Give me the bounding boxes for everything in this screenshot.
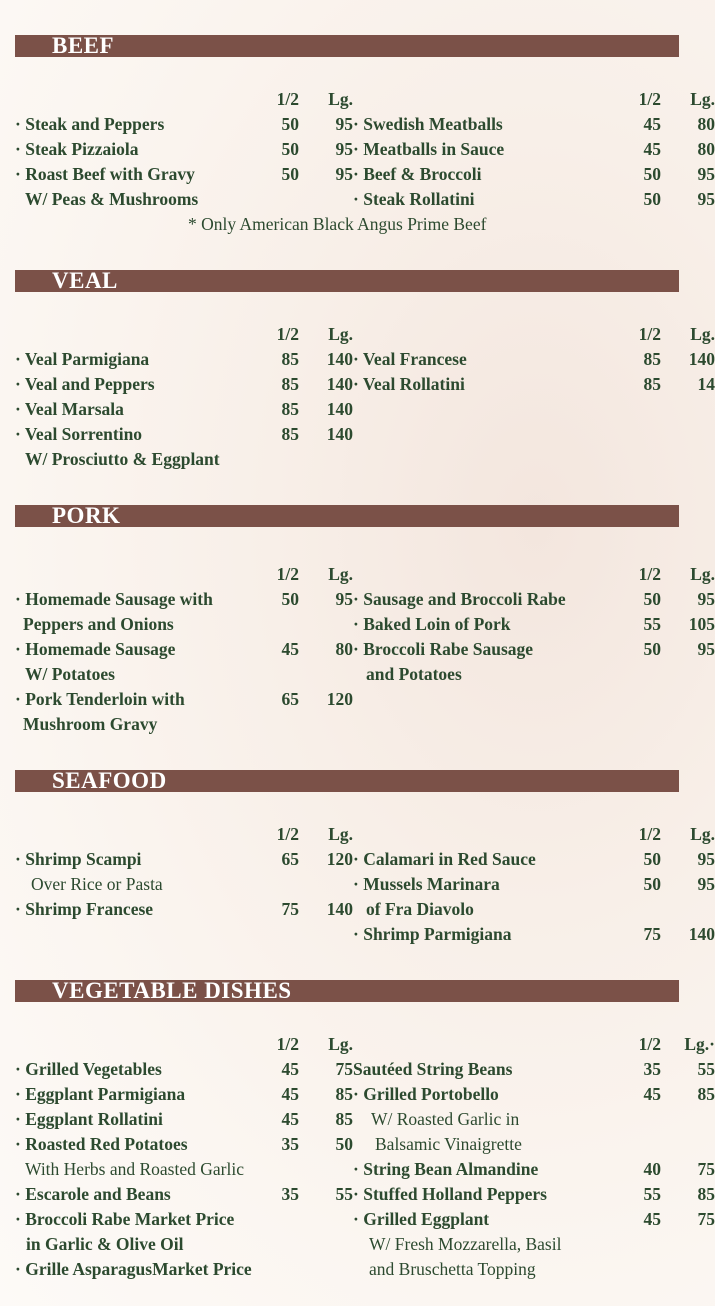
item-half-price: 45 [643, 1084, 661, 1104]
item-name: W/ Fresh Mozzarella, Basil [369, 1234, 562, 1254]
item-large-price: 95 [335, 164, 353, 184]
section-header-bar [15, 270, 679, 292]
item-name: Sautéed String Beans [353, 1059, 513, 1079]
menu-item-detail [353, 1132, 683, 1157]
menu-item [15, 1257, 345, 1282]
item-half-price: 45 [281, 1059, 299, 1079]
item-name: · Veal Marsala [15, 399, 124, 419]
item-name: · Veal Parmigiana [15, 349, 150, 369]
item-large-price: 75 [335, 1059, 353, 1079]
column-header [15, 562, 353, 587]
item-half-price: 85 [281, 399, 299, 419]
menu-item [353, 1182, 715, 1207]
menu-item [353, 1207, 715, 1232]
item-name: · Grille AsparagusMarket Price [15, 1259, 252, 1279]
menu-item [15, 897, 353, 922]
menu-item [15, 422, 353, 447]
menu-item [15, 847, 353, 872]
item-large-price: 95 [335, 139, 353, 159]
half-header: 1/2 [638, 824, 661, 844]
item-half-price: 55 [643, 614, 661, 634]
item-half-price: 50 [281, 164, 299, 184]
item-large-price: 50 [335, 1134, 353, 1154]
menu-item [15, 1132, 353, 1157]
item-large-price: 80 [697, 139, 715, 159]
item-half-price: 65 [281, 849, 299, 869]
lg-header: Lg. [328, 1034, 353, 1054]
menu-item [353, 187, 715, 212]
section-title: VEAL [52, 268, 118, 293]
lg-header: Lg. [328, 324, 353, 344]
item-half-price: 50 [281, 589, 299, 609]
item-large-price: 55 [335, 1184, 353, 1204]
item-half-price: 85 [643, 374, 661, 394]
item-large-price: 140 [326, 399, 353, 419]
menu-item-detail [353, 1257, 683, 1282]
item-large-price: 14 [697, 374, 715, 394]
item-half-price: 75 [281, 899, 299, 919]
item-name: · Veal Francese [353, 349, 467, 369]
item-name: · Veal Rollatini [353, 374, 465, 394]
item-name: · Baked Loin of Pork [353, 614, 511, 634]
item-large-price: 85 [697, 1084, 715, 1104]
item-name: · Grilled Eggplant [353, 1209, 490, 1229]
lg-header: Lg. [328, 564, 353, 584]
item-name: · Grilled Vegetables [15, 1059, 162, 1079]
item-large-price: 95 [335, 114, 353, 134]
menu-item [15, 347, 353, 372]
menu-item [15, 637, 353, 662]
menu-item [353, 112, 715, 137]
menu-item [15, 687, 353, 712]
section-header-bar [15, 505, 679, 527]
menu-item [15, 1207, 345, 1232]
item-name: and Bruschetta Topping [369, 1259, 536, 1279]
item-name: · Grilled Portobello [353, 1084, 499, 1104]
section-title: BEEF [52, 33, 115, 58]
item-half-price: 40 [643, 1159, 661, 1179]
menu-item [15, 372, 353, 397]
menu-item-detail [15, 872, 345, 897]
menu-item-detail [15, 1157, 345, 1182]
item-half-price: 85 [281, 349, 299, 369]
item-large-price: 120 [326, 849, 353, 869]
item-large-price: 95 [697, 164, 715, 184]
item-name: · Veal Sorrentino [15, 424, 143, 444]
item-large-price: 140 [688, 349, 715, 369]
column-header [353, 562, 715, 587]
item-half-price: 75 [643, 924, 661, 944]
item-large-price: 140 [326, 349, 353, 369]
item-half-price: 50 [643, 639, 661, 659]
menu-item [15, 587, 353, 612]
item-name: of Fra Diavolo [366, 899, 474, 919]
section-title: VEGETABLE DISHES [52, 978, 292, 1003]
menu-item [15, 1182, 353, 1207]
item-large-price: 95 [697, 189, 715, 209]
item-half-price: 55 [643, 1184, 661, 1204]
item-half-price: 50 [643, 849, 661, 869]
item-large-price: 105 [688, 614, 715, 634]
item-name: W/ Potatoes [25, 664, 115, 684]
column-header [353, 822, 715, 847]
item-name: · Escarole and Beans [15, 1184, 171, 1204]
item-large-price: 140 [688, 924, 715, 944]
menu-item-detail [353, 1232, 683, 1257]
section-title: SEAFOOD [52, 768, 167, 793]
half-header: 1/2 [276, 564, 299, 584]
item-large-price: 55 [697, 1059, 715, 1079]
item-name: · Broccoli Rabe Market Price [15, 1209, 235, 1229]
item-name: · Steak Rollatini [353, 189, 475, 209]
item-name: · Calamari in Red Sauce [353, 849, 536, 869]
menu-item-detail [15, 187, 345, 212]
menu-item [353, 847, 715, 872]
item-name: · Shrimp Francese [15, 899, 154, 919]
item-large-price: 140 [326, 424, 353, 444]
item-half-price: 35 [281, 1134, 299, 1154]
column-header [15, 322, 353, 347]
item-half-price: 45 [281, 1109, 299, 1129]
item-large-price: 95 [697, 874, 715, 894]
menu-item [15, 1082, 353, 1107]
menu-item-detail [353, 897, 683, 922]
half-header: 1/2 [276, 89, 299, 109]
half-header: 1/2 [638, 324, 661, 344]
item-large-price: 95 [697, 589, 715, 609]
item-name: · Homemade Sausage [15, 639, 176, 659]
item-half-price: 45 [281, 1084, 299, 1104]
item-half-price: 50 [643, 874, 661, 894]
menu-item [353, 587, 715, 612]
menu-item [353, 137, 715, 162]
menu-item-detail [15, 712, 345, 737]
item-name: Mushroom Gravy [23, 714, 158, 734]
menu-item [353, 637, 715, 662]
section-title: PORK [52, 503, 121, 528]
item-name: W/ Prosciutto & Eggplant [25, 449, 220, 469]
item-large-price: 80 [335, 639, 353, 659]
column-header [353, 1032, 715, 1057]
item-half-price: 45 [281, 639, 299, 659]
column-header [353, 322, 715, 347]
lg-header: Lg. [328, 89, 353, 109]
half-header: 1/2 [276, 824, 299, 844]
menu-item [15, 397, 353, 422]
item-name: · Eggplant Parmigiana [15, 1084, 186, 1104]
item-name: · Pork Tenderloin with [15, 689, 185, 709]
column-header [15, 1032, 353, 1057]
column-header [353, 87, 715, 112]
item-large-price: 140 [326, 899, 353, 919]
item-name: · Steak Pizzaiola [15, 139, 139, 159]
menu-item [353, 922, 715, 947]
item-half-price: 50 [643, 189, 661, 209]
item-name: · Mussels Marinara [353, 874, 500, 894]
half-header: 1/2 [276, 1034, 299, 1054]
item-name: Over Rice or Pasta [31, 874, 163, 894]
item-name: · Stuffed Holland Peppers [353, 1184, 547, 1204]
half-header: 1/2 [638, 89, 661, 109]
menu-item-detail [353, 1107, 683, 1132]
item-half-price: 85 [281, 374, 299, 394]
item-large-price: 95 [697, 849, 715, 869]
menu-item [353, 872, 715, 897]
item-large-price: 95 [335, 589, 353, 609]
beef-note: * Only American Black Angus Prime Beef [188, 214, 487, 234]
item-half-price: 85 [281, 424, 299, 444]
item-large-price: 80 [697, 114, 715, 134]
item-name: · Broccoli Rabe Sausage [353, 639, 534, 659]
lg-header: Lg. [690, 564, 715, 584]
menu-item [353, 162, 715, 187]
item-name: Balsamic Vinaigrette [375, 1134, 522, 1154]
item-name: · Steak and Peppers [15, 114, 165, 134]
half-header: 1/2 [638, 1034, 661, 1054]
item-large-price: 140 [326, 374, 353, 394]
menu-item [15, 1057, 353, 1082]
item-half-price: 35 [643, 1059, 661, 1079]
menu-item-detail [15, 612, 345, 637]
item-name: · Sausage and Broccoli Rabe [353, 589, 566, 609]
column-header [15, 87, 353, 112]
menu-item [353, 347, 715, 372]
menu-item-detail [15, 1232, 345, 1257]
item-name: · Veal and Peppers [15, 374, 155, 394]
menu-item [353, 1082, 715, 1107]
item-name: · Shrimp Parmigiana [353, 924, 512, 944]
lg-header: Lg. [690, 824, 715, 844]
lg-header: Lg.· [684, 1034, 715, 1054]
half-header: 1/2 [638, 564, 661, 584]
half-header: 1/2 [276, 324, 299, 344]
item-name: · String Bean Almandine [353, 1159, 539, 1179]
menu-item [15, 1107, 353, 1132]
column-header [15, 822, 353, 847]
item-name: Peppers and Onions [23, 614, 174, 634]
menu-item [15, 112, 353, 137]
menu-item [353, 1057, 715, 1082]
item-half-price: 45 [643, 1209, 661, 1229]
section-header-bar [15, 980, 679, 1002]
item-name: · Swedish Meatballs [353, 114, 503, 134]
section-header-bar [15, 35, 679, 57]
item-half-price: 45 [643, 139, 661, 159]
item-name: With Herbs and Roasted Garlic [25, 1159, 244, 1179]
menu-item [353, 612, 715, 637]
item-half-price: 45 [643, 114, 661, 134]
item-large-price: 75 [697, 1209, 715, 1229]
item-half-price: 50 [643, 589, 661, 609]
item-large-price: 85 [335, 1109, 353, 1129]
item-name: · Roasted Red Potatoes [15, 1134, 188, 1154]
item-large-price: 85 [697, 1184, 715, 1204]
item-large-price: 85 [335, 1084, 353, 1104]
menu-item [353, 1157, 715, 1182]
item-name: · Beef & Broccoli [353, 164, 482, 184]
item-name: in Garlic & Olive Oil [26, 1234, 184, 1254]
item-half-price: 50 [281, 139, 299, 159]
item-large-price: 120 [326, 689, 353, 709]
item-name: · Shrimp Scampi [15, 849, 142, 869]
item-name: · Roast Beef with Gravy [15, 164, 195, 184]
item-half-price: 50 [643, 164, 661, 184]
lg-header: Lg. [328, 824, 353, 844]
item-half-price: 50 [281, 114, 299, 134]
item-name: W/ Roasted Garlic in [371, 1109, 520, 1129]
menu-item [15, 162, 353, 187]
menu-item-detail [353, 662, 683, 687]
item-large-price: 75 [697, 1159, 715, 1179]
menu-item [15, 137, 353, 162]
section-header-bar [15, 770, 679, 792]
item-name: W/ Peas & Mushrooms [25, 189, 199, 209]
item-name: and Potatoes [366, 664, 462, 684]
menu-item-detail [15, 447, 345, 472]
item-half-price: 35 [281, 1184, 299, 1204]
lg-header: Lg. [690, 89, 715, 109]
item-large-price: 95 [697, 639, 715, 659]
item-half-price: 65 [281, 689, 299, 709]
item-half-price: 85 [643, 349, 661, 369]
menu-item [353, 372, 715, 397]
item-name: · Eggplant Rollatini [15, 1109, 163, 1129]
item-name: · Meatballs in Sauce [353, 139, 505, 159]
menu-item-detail [15, 662, 345, 687]
item-name: · Homemade Sausage with [15, 589, 213, 609]
lg-header: Lg. [690, 324, 715, 344]
